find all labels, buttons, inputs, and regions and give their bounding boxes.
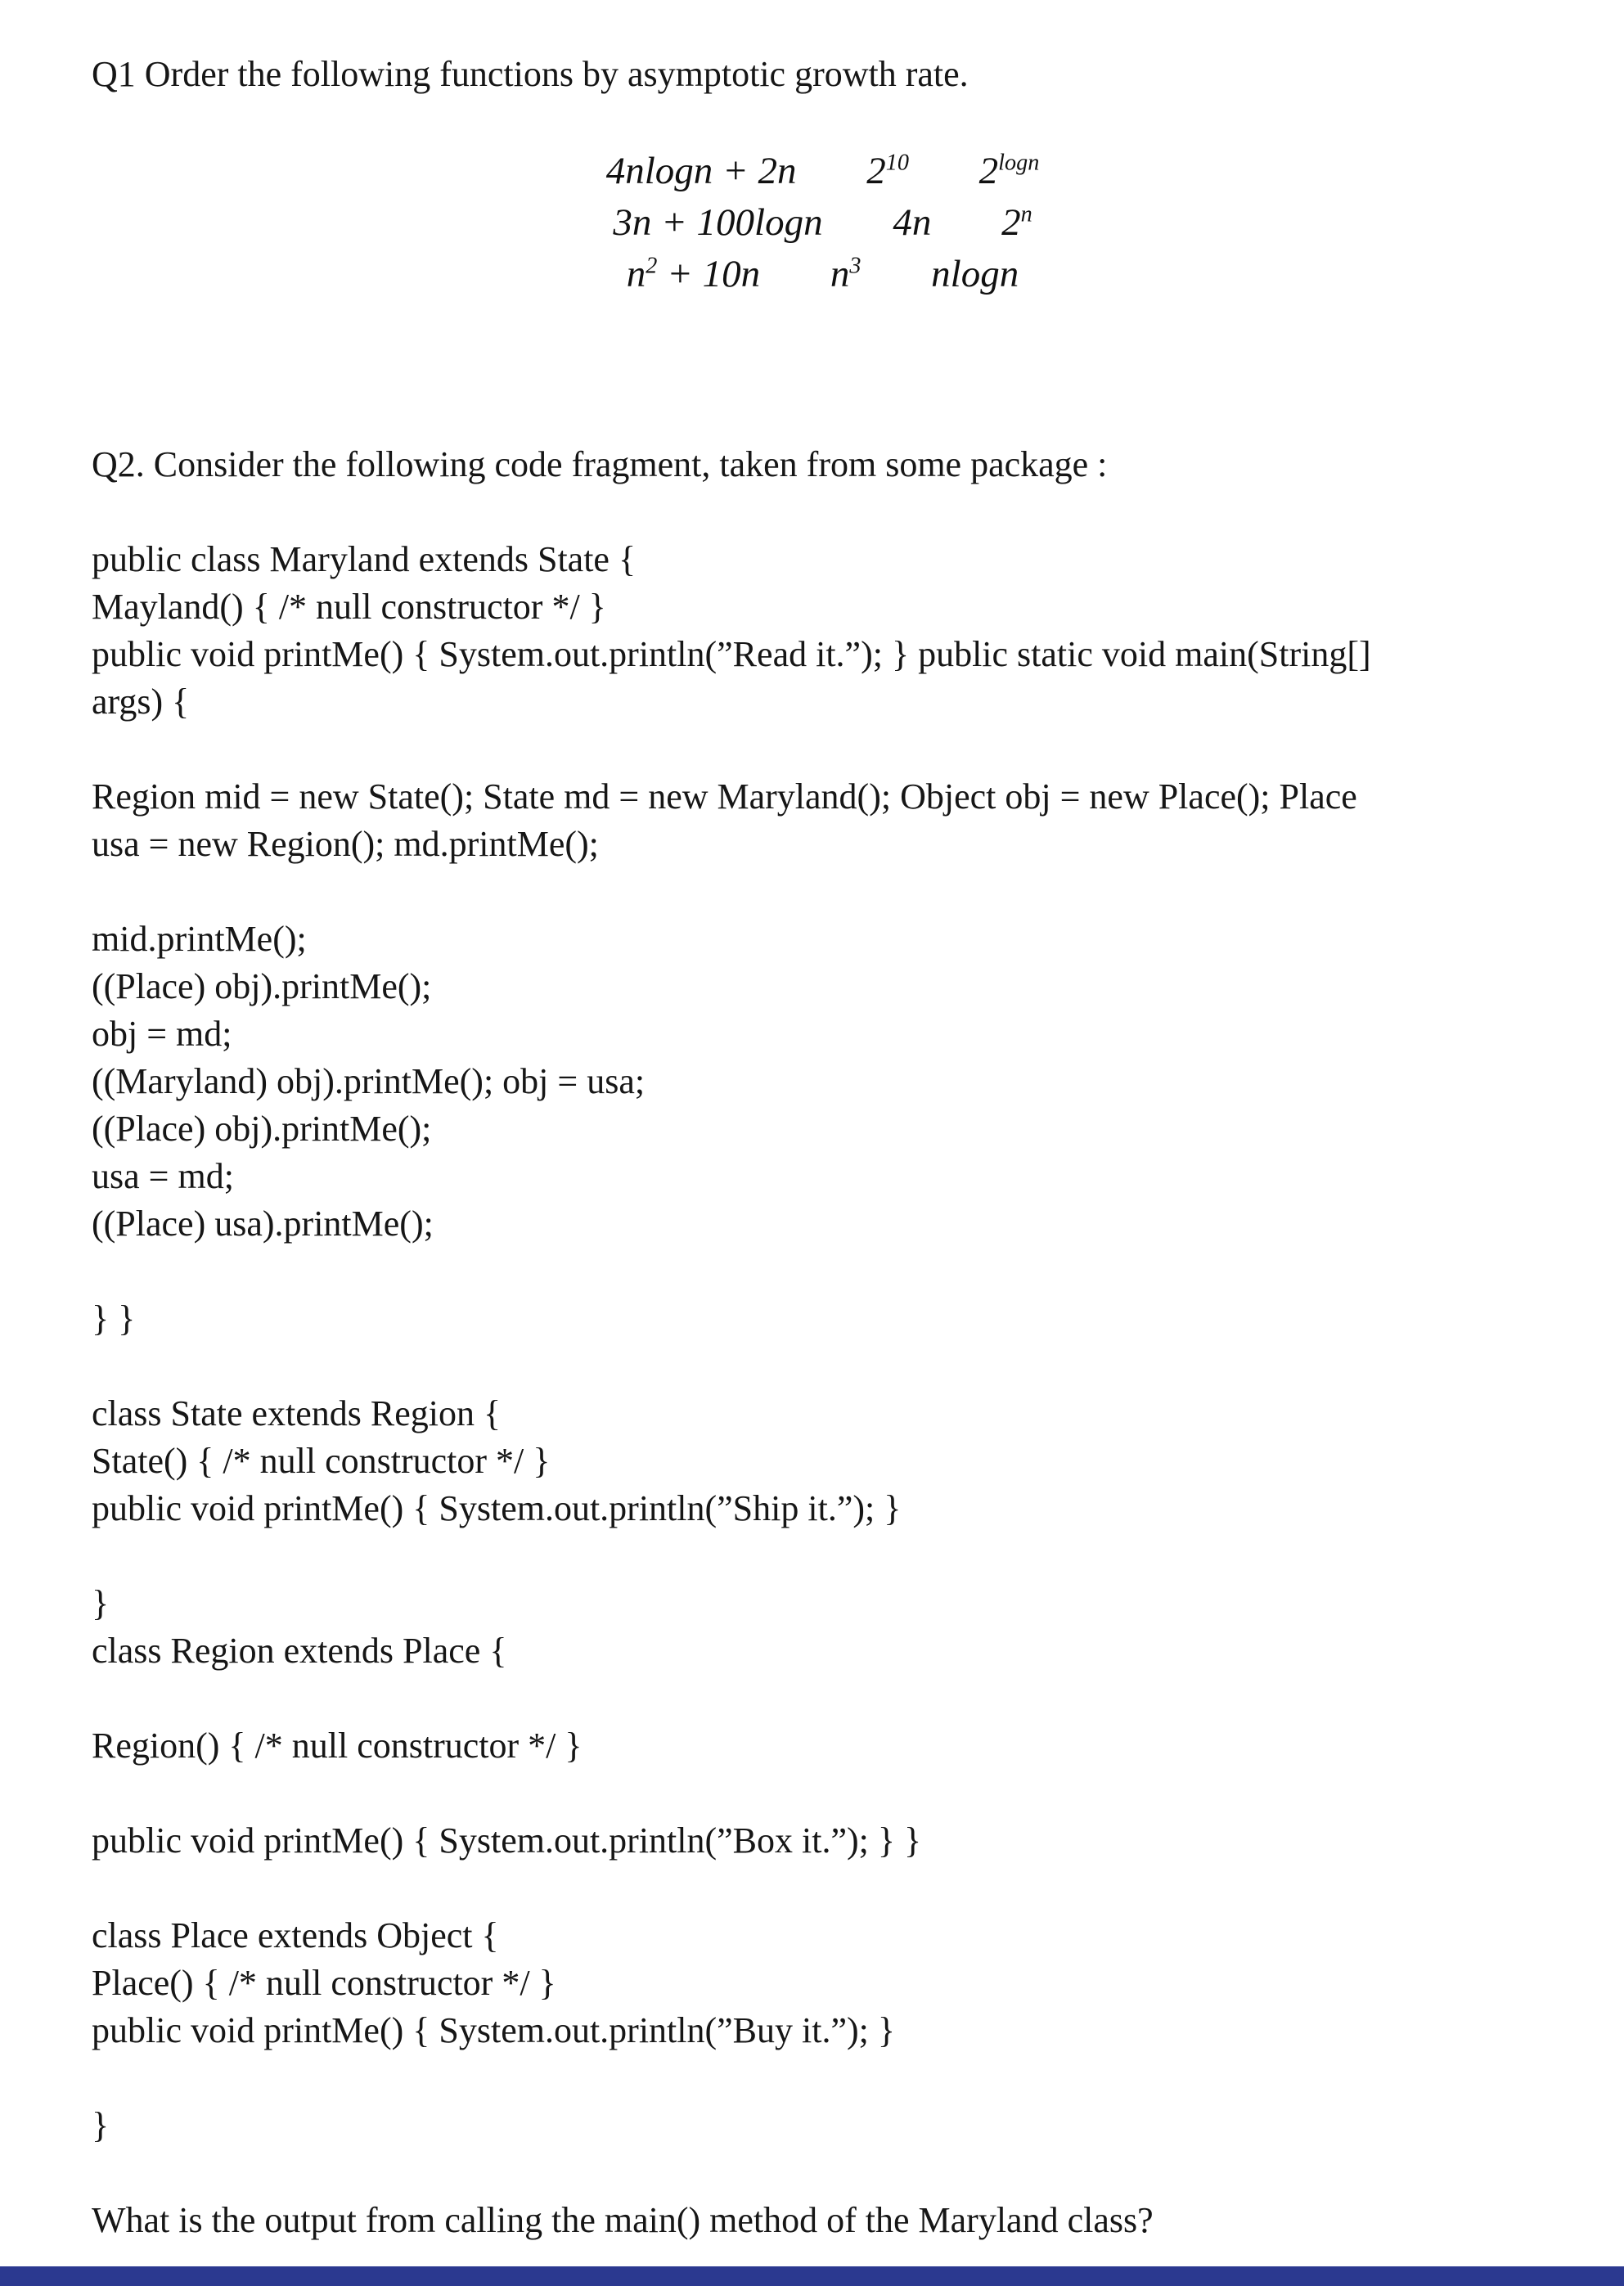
- code-line: ((Place) obj).printMe();: [92, 1109, 432, 1149]
- math-expression: $2^{logn}$: [978, 150, 1040, 192]
- code-line: public void printMe() { System.out.println(”Box it.”); } }: [92, 1820, 922, 1861]
- code-line: public void printMe() { System.out.println(”Buy it.”); }: [92, 2010, 896, 2050]
- code-line: ((Place) usa).printMe();: [92, 1204, 434, 1244]
- code-block-declarations: [92, 773, 1554, 868]
- math-row: [92, 197, 1554, 249]
- math-superscript: logn: [998, 150, 1040, 176]
- code-line: public void printMe() { System.out.println(”Read it.”); } public static void main(String[]: [92, 634, 1371, 674]
- q1-heading: Q1 Order the following functions by asymptotic growth rate.: [92, 54, 969, 94]
- math-expression: nlogn: [931, 253, 1019, 295]
- q1-function-list: [92, 146, 1554, 300]
- code-line: usa = new Region(); md.printMe();: [92, 824, 599, 864]
- code-line: Place() { /* null constructor */ }: [92, 1963, 556, 2003]
- code-line: } }: [92, 1298, 136, 1339]
- code-line: State() { /* null constructor */ }: [92, 1441, 551, 1481]
- code-block-closing-braces: [92, 1295, 1554, 1343]
- math-superscript: 3: [849, 253, 861, 279]
- code-line: usa = md;: [92, 1156, 234, 1196]
- code-block-region-constructor: [92, 1722, 1554, 1770]
- code-line: obj = md;: [92, 1014, 232, 1054]
- code-line: mid.printMe();: [92, 919, 307, 959]
- math-expression: $n^3$: [830, 253, 861, 295]
- code-line: Mayland() { /* null constructor */ }: [92, 587, 606, 627]
- math-expression: $2^{10}$: [866, 150, 909, 192]
- q2-heading: Q2. Consider the following code fragment, taken from some package :: [92, 444, 1108, 484]
- math-row: [92, 146, 1554, 197]
- math-expression: 2$^n$: [1001, 201, 1032, 244]
- code-line: class State extends Region {: [92, 1393, 502, 1433]
- code-block-class-place: [92, 1912, 1554, 2054]
- code-block-region-printme: [92, 1817, 1554, 1865]
- bottom-bar: [0, 2266, 1624, 2286]
- math-superscript: 10: [885, 150, 909, 176]
- code-block-class-state: [92, 1390, 1554, 1532]
- code-line: args) {: [92, 682, 190, 722]
- code-line: class Region extends Place {: [92, 1631, 507, 1671]
- q1-section: [92, 51, 1554, 300]
- code-block-final-brace: [92, 2102, 1554, 2149]
- code-line: ((Maryland) obj).printMe(); obj = usa;: [92, 1061, 646, 1101]
- math-expression: 4n: [893, 201, 932, 244]
- math-superscript: n: [1020, 201, 1032, 227]
- code-line: }: [92, 2105, 110, 2145]
- q2-section: [92, 441, 1554, 2244]
- question-text: What is the output from calling the main() method of the Maryland class?: [92, 2200, 1154, 2240]
- code-line: public class Maryland extends State {: [92, 539, 637, 579]
- code-line: }: [92, 1583, 110, 1623]
- code-block-class-region-open: [92, 1580, 1554, 1675]
- code-line: Region() { /* null constructor */ }: [92, 1726, 583, 1766]
- math-superscript: 2: [646, 253, 658, 279]
- code-block-class-maryland: [92, 536, 1554, 726]
- code-line: public void printMe() { System.out.println(”Ship it.”); }: [92, 1488, 902, 1528]
- code-block-calls: [92, 916, 1554, 1248]
- math-expression: 4nlogn + 2n: [605, 150, 797, 192]
- code-line: class Place extends Object {: [92, 1915, 499, 1955]
- code-line: ((Place) obj).printMe();: [92, 966, 432, 1006]
- math-expression: $n^2 + 10n$: [626, 253, 761, 295]
- math-expression: 3n + 100logn: [613, 201, 823, 244]
- code-line: Region mid = new State(); State md = new Maryland(); Object obj = new Place(); Place: [92, 776, 1357, 817]
- math-row: [92, 249, 1554, 300]
